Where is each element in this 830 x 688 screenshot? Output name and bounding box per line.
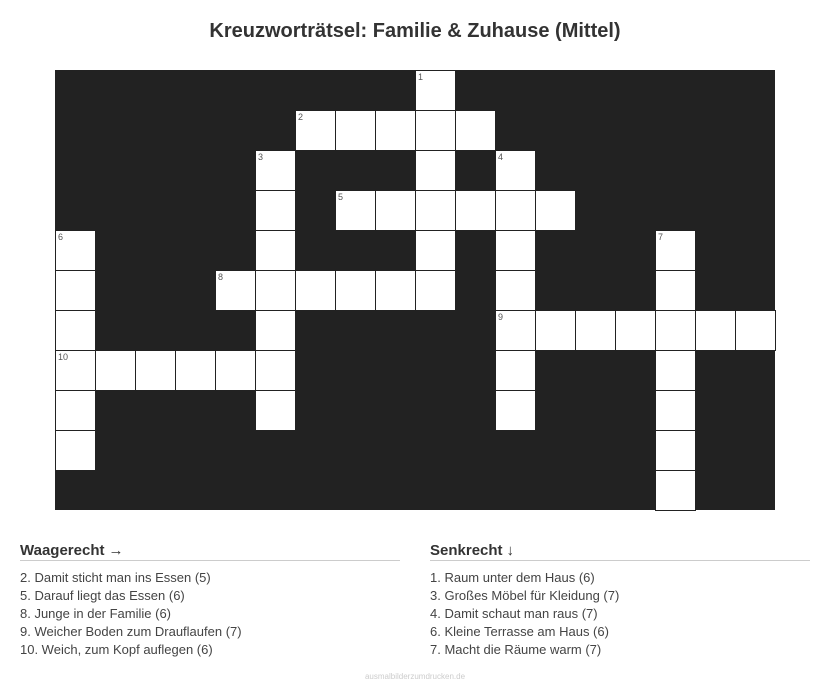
grid-cell[interactable] — [655, 270, 696, 311]
grid-cell[interactable] — [615, 310, 656, 351]
clue-number: 7 — [658, 232, 664, 242]
clue-item: 10. Weich, zum Kopf auflegen (6) — [20, 642, 213, 657]
grid-cell[interactable] — [55, 310, 96, 351]
clue-item: 6. Kleine Terrasse am Haus (6) — [430, 624, 609, 639]
grid-cell[interactable] — [655, 350, 696, 391]
grid-cell[interactable] — [255, 350, 296, 391]
clue-number: 5 — [338, 192, 344, 202]
grid-cell[interactable] — [415, 70, 456, 111]
arrow-right-icon: → — [108, 542, 124, 559]
grid-cell[interactable] — [335, 190, 376, 231]
grid-cell[interactable] — [495, 230, 536, 271]
grid-cell[interactable] — [415, 190, 456, 231]
grid-cell[interactable] — [175, 350, 216, 391]
grid-cell[interactable] — [735, 310, 776, 351]
grid-cell[interactable] — [655, 470, 696, 511]
clue-number: 8 — [218, 272, 224, 282]
across-clue-list — [20, 569, 400, 659]
grid-cell[interactable] — [575, 310, 616, 351]
grid-cell[interactable] — [295, 110, 336, 151]
clue-number: 3 — [258, 152, 264, 162]
grid-cell[interactable] — [655, 430, 696, 471]
grid-cell[interactable] — [55, 350, 96, 391]
grid-cell[interactable] — [255, 270, 296, 311]
page-title: Kreuzworträtsel: Familie & Zuhause (Mittel) — [209, 20, 621, 42]
grid-cell[interactable] — [255, 390, 296, 431]
grid-cell[interactable] — [295, 270, 336, 311]
grid-cell[interactable] — [255, 190, 296, 231]
grid-cell[interactable] — [55, 390, 96, 431]
grid-cell[interactable] — [655, 310, 696, 351]
crossword-grid — [55, 70, 775, 510]
grid-cell[interactable] — [215, 350, 256, 391]
grid-cell[interactable] — [255, 310, 296, 351]
clue-item: 3. Großes Möbel für Kleidung (7) — [430, 588, 620, 603]
clue-item: 8. Junge in der Familie (6) — [20, 606, 172, 621]
grid-cell[interactable] — [535, 310, 576, 351]
clue-item: 5. Darauf liegt das Essen (6) — [20, 588, 185, 603]
clue-item: 2. Damit sticht man ins Essen (5) — [20, 570, 211, 585]
grid-cell[interactable] — [495, 310, 536, 351]
clue-item: 1. Raum unter dem Haus (6) — [430, 570, 595, 585]
down-heading: Senkrecht ↓ — [430, 542, 810, 561]
clue-number: 2 — [298, 112, 304, 122]
clue-number: 10 — [58, 352, 69, 362]
grid-cell[interactable] — [255, 230, 296, 271]
grid-cell[interactable] — [255, 150, 296, 191]
grid-cell[interactable] — [415, 230, 456, 271]
grid-cell[interactable] — [135, 350, 176, 391]
grid-cell[interactable] — [375, 270, 416, 311]
arrow-down-icon: ↓ — [506, 542, 515, 559]
grid-cell[interactable] — [95, 350, 136, 391]
grid-cell[interactable] — [455, 190, 496, 231]
grid-cell[interactable] — [55, 430, 96, 471]
across-heading: Waagerecht → — [20, 542, 400, 561]
grid-cell[interactable] — [495, 350, 536, 391]
grid-cell[interactable] — [55, 270, 96, 311]
down-clue-list — [430, 569, 810, 659]
grid-cell[interactable] — [375, 110, 416, 151]
grid-cell[interactable] — [335, 110, 376, 151]
grid-cell[interactable] — [215, 270, 256, 311]
grid-cell[interactable] — [415, 110, 456, 151]
footer-watermark: ausmalbilderzumdrucken.de — [364, 672, 466, 681]
grid-cell[interactable] — [655, 230, 696, 271]
grid-cell[interactable] — [495, 270, 536, 311]
clue-item: 7. Macht die Räume warm (7) — [430, 642, 602, 657]
clue-number: 1 — [418, 72, 424, 82]
clue-number: 9 — [498, 312, 504, 322]
grid-cell[interactable] — [495, 190, 536, 231]
down-clues — [430, 542, 810, 659]
across-clues — [20, 542, 400, 659]
grid-cell[interactable] — [415, 270, 456, 311]
clue-item: 9. Weicher Boden zum Drauflaufen (7) — [20, 624, 242, 639]
clue-number: 6 — [58, 232, 64, 242]
clue-item: 4. Damit schaut man raus (7) — [430, 606, 598, 621]
grid-cell[interactable] — [55, 230, 96, 271]
clue-number: 4 — [498, 152, 504, 162]
grid-cell[interactable] — [535, 190, 576, 231]
grid-cell[interactable] — [375, 190, 416, 231]
grid-cell[interactable] — [335, 270, 376, 311]
grid-cell[interactable] — [695, 310, 736, 351]
grid-cell[interactable] — [415, 150, 456, 191]
grid-cell[interactable] — [495, 390, 536, 431]
grid-cell[interactable] — [495, 150, 536, 191]
grid-cell[interactable] — [455, 110, 496, 151]
grid-cell[interactable] — [655, 390, 696, 431]
